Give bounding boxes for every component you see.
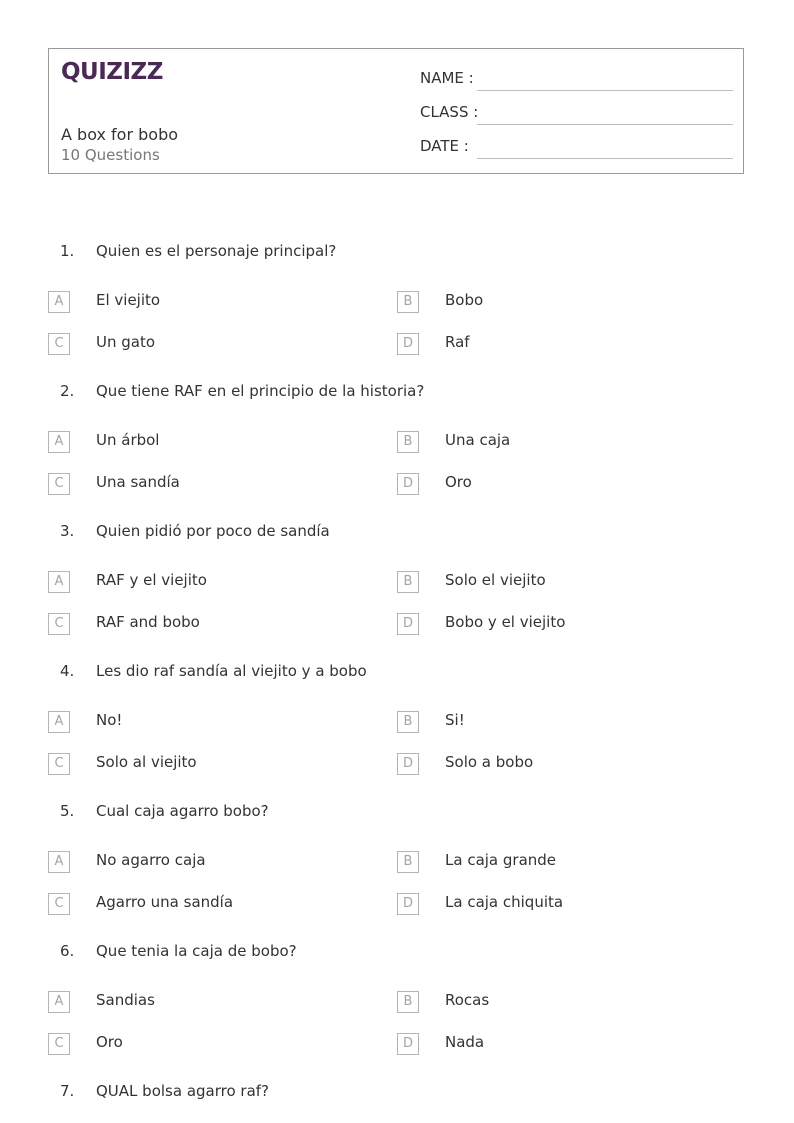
name-label: NAME : — [420, 69, 474, 87]
quizizz-logo: QUIZIZZ — [61, 59, 163, 85]
option-c-box[interactable]: C — [48, 1033, 70, 1055]
option-a-text: Sandias — [96, 991, 155, 1009]
question-text: Cual caja agarro bobo? — [96, 802, 269, 820]
class-line — [477, 124, 733, 125]
option-c-text: RAF and bobo — [96, 613, 200, 631]
option-b-text: La caja grande — [445, 851, 557, 869]
name-line — [477, 90, 733, 91]
option-c-text: Solo al viejito — [96, 753, 197, 771]
class-label: CLASS : — [420, 103, 479, 121]
option-d-box[interactable]: D — [397, 613, 419, 635]
option-a-box[interactable]: A — [48, 291, 70, 313]
option-a-box[interactable]: A — [48, 571, 70, 593]
option-b-text: Una caja — [445, 431, 511, 449]
option-a-box[interactable]: A — [48, 991, 70, 1013]
option-c-box[interactable]: C — [48, 893, 70, 915]
option-a-box[interactable]: A — [48, 711, 70, 733]
option-d-text: Bobo y el viejito — [445, 613, 566, 631]
option-a-text: No! — [96, 711, 123, 729]
worksheet-header — [48, 48, 744, 174]
option-b-box[interactable]: B — [397, 571, 419, 593]
option-c-box[interactable]: C — [48, 473, 70, 495]
question-count: 10 Questions — [61, 146, 160, 164]
option-a-box[interactable]: A — [48, 431, 70, 453]
question-number: 4. — [60, 662, 75, 680]
option-b-box[interactable]: B — [397, 431, 419, 453]
option-b-box[interactable]: B — [397, 851, 419, 873]
option-d-text: Oro — [445, 473, 472, 491]
question-text: Quien pidió por poco de sandía — [96, 522, 330, 540]
option-b-text: Si! — [445, 711, 465, 729]
question-number: 2. — [60, 382, 75, 400]
question-text: QUAL bolsa agarro raf? — [96, 1082, 270, 1100]
option-d-box[interactable]: D — [397, 473, 419, 495]
question-number: 5. — [60, 802, 75, 820]
option-d-text: Nada — [445, 1033, 485, 1051]
option-b-box[interactable]: B — [397, 711, 419, 733]
option-c-box[interactable]: C — [48, 333, 70, 355]
option-b-box[interactable]: B — [397, 991, 419, 1013]
option-d-box[interactable]: D — [397, 1033, 419, 1055]
option-b-text: Solo el viejito — [445, 571, 546, 589]
question-number: 6. — [60, 942, 75, 960]
option-c-text: Un gato — [96, 333, 156, 351]
option-a-text: RAF y el viejito — [96, 571, 207, 589]
option-c-text: Oro — [96, 1033, 123, 1051]
option-c-box[interactable]: C — [48, 753, 70, 775]
option-d-box[interactable]: D — [397, 333, 419, 355]
option-c-box[interactable]: C — [48, 613, 70, 635]
quiz-title: A box for bobo — [61, 125, 179, 144]
date-line — [477, 158, 733, 159]
question-number: 3. — [60, 522, 75, 540]
option-a-text: No agarro caja — [96, 851, 206, 869]
option-d-text: Solo a bobo — [445, 753, 534, 771]
question-text: Les dio raf sandía al viejito y a bobo — [96, 662, 367, 680]
option-a-text: Un árbol — [96, 431, 160, 449]
question-number: 7. — [60, 1082, 75, 1100]
option-c-text: Agarro una sandía — [96, 893, 234, 911]
option-b-text: Rocas — [445, 991, 490, 1009]
question-text: Que tenia la caja de bobo? — [96, 942, 297, 960]
date-label: DATE : — [420, 137, 469, 155]
question-text: Que tiene RAF en el principio de la historia? — [96, 382, 425, 400]
question-text: Quien es el personaje principal? — [96, 242, 337, 260]
option-d-box[interactable]: D — [397, 753, 419, 775]
option-c-text: Una sandía — [96, 473, 180, 491]
option-d-box[interactable]: D — [397, 893, 419, 915]
option-b-box[interactable]: B — [397, 291, 419, 313]
option-a-box[interactable]: A — [48, 851, 70, 873]
option-d-text: Raf — [445, 333, 470, 351]
question-number: 1. — [60, 242, 75, 260]
option-d-text: La caja chiquita — [445, 893, 564, 911]
option-b-text: Bobo — [445, 291, 484, 309]
option-a-text: El viejito — [96, 291, 161, 309]
